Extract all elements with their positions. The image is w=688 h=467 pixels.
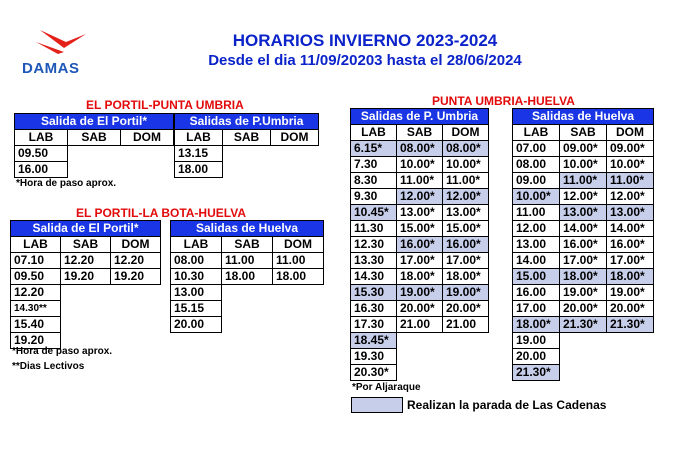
table-cell: 17.00* — [443, 253, 489, 269]
table-cell: 15.30 — [351, 285, 397, 301]
table-cell: 9.30 — [351, 189, 397, 205]
table-cell: 17.30 — [351, 317, 397, 333]
table-cell — [443, 365, 489, 381]
table-cell: 17.00* — [397, 253, 443, 269]
column-header: LAB — [15, 130, 68, 146]
table-cell — [222, 285, 273, 301]
table-row — [513, 253, 654, 269]
column-header: LAB — [11, 237, 61, 253]
table-row — [11, 317, 161, 333]
table-cell: 21.30* — [607, 317, 654, 333]
table-row — [351, 189, 489, 205]
table-row — [351, 205, 489, 221]
table-cell: 18.00* — [443, 269, 489, 285]
table-cell — [273, 317, 324, 333]
table-row — [513, 221, 654, 237]
damas-logo — [20, 22, 106, 82]
table-cell: 21.30* — [513, 365, 560, 381]
table-row — [171, 269, 324, 285]
table-cell: 09.50 — [15, 146, 68, 162]
table-cell: 09.50 — [11, 269, 61, 285]
column-header: DOM — [271, 130, 319, 146]
table-cell: 18.00 — [175, 162, 223, 178]
table-cell: 18.00* — [513, 317, 560, 333]
table-cell — [111, 285, 161, 301]
table-cell — [397, 333, 443, 349]
table-header: Salidas de P. Umbria — [351, 109, 489, 125]
table-cell — [397, 365, 443, 381]
table-cell: 15.00 — [513, 269, 560, 285]
table-row — [11, 301, 161, 317]
table-cell: 17.00 — [513, 301, 560, 317]
table-cell: 13.00 — [513, 237, 560, 253]
table-cell: 09.00 — [513, 173, 560, 189]
table-row — [171, 301, 324, 317]
table-cell: 12.20 — [111, 253, 161, 269]
table-row — [513, 349, 654, 365]
table-cell: 20.30* — [351, 365, 397, 381]
table-cell — [111, 317, 161, 333]
table-cell: 12.20 — [61, 253, 111, 269]
table-umbria-pumbria — [350, 108, 489, 381]
table-cell: 13.30 — [351, 253, 397, 269]
table-cell — [443, 349, 489, 365]
table-cell — [273, 285, 324, 301]
table-cell: 10.45* — [351, 205, 397, 221]
table-header: Salida de El Portil* — [11, 221, 161, 237]
table-umbria-huelva — [512, 108, 654, 381]
table-cell: 08.00* — [443, 141, 489, 157]
table-cell: 21.00 — [443, 317, 489, 333]
table-cell: 21.30* — [560, 317, 607, 333]
table-header: Salida de El Portil* — [15, 114, 174, 130]
legend-text: Realizan la parada de Las Cadenas — [407, 398, 607, 412]
table-cell: 15.00* — [443, 221, 489, 237]
table-cell: 10.00* — [443, 157, 489, 173]
table-cell — [111, 333, 161, 349]
table-row — [11, 285, 161, 301]
table-cell: 12.00* — [397, 189, 443, 205]
page-subtitle: Desde el dia 11/09/20203 hasta el 28/06/2024 — [208, 52, 522, 69]
table-row — [513, 269, 654, 285]
table-cell: 15.15 — [171, 301, 222, 317]
table-cell — [560, 349, 607, 365]
table-cell — [560, 333, 607, 349]
table-row — [513, 189, 654, 205]
table-cell: 07.00 — [513, 141, 560, 157]
table-header: Salidas de Huelva — [513, 109, 654, 125]
table-cell — [121, 146, 174, 162]
table-cell: 12.20 — [11, 285, 61, 301]
table-cell: 18.00 — [273, 269, 324, 285]
table-cell: 13.15 — [175, 146, 223, 162]
table-cell: 11.00 — [273, 253, 324, 269]
table-cell — [222, 317, 273, 333]
note-hora-paso-2: *Hora de paso aprox. — [12, 346, 113, 357]
column-header: LAB — [171, 237, 222, 253]
table-cell — [443, 333, 489, 349]
table-cell — [271, 146, 319, 162]
table-cell: 13.00* — [560, 205, 607, 221]
table-cell: 8.30 — [351, 173, 397, 189]
table-row — [351, 157, 489, 173]
table-row — [513, 333, 654, 349]
table-cell — [560, 365, 607, 381]
table-cell: 12.00* — [607, 189, 654, 205]
table-row — [351, 253, 489, 269]
table-cell: 16.00* — [443, 237, 489, 253]
damas-logo-mark — [20, 22, 106, 62]
table-cell: 14.00* — [560, 221, 607, 237]
table-cell: 18.00* — [607, 269, 654, 285]
table-row — [351, 173, 489, 189]
table-cell: 14.00 — [513, 253, 560, 269]
column-header: SAB — [61, 237, 111, 253]
table-cell: 7.30 — [351, 157, 397, 173]
table-cell: 19.20 — [111, 269, 161, 285]
table-cell: 13.00* — [607, 205, 654, 221]
table-cell — [68, 146, 121, 162]
column-header: SAB — [397, 125, 443, 141]
table-cell: 11.00 — [513, 205, 560, 221]
table-cell: 11.00* — [560, 173, 607, 189]
table-cell: 20.00 — [513, 349, 560, 365]
table-cell: 16.00* — [607, 237, 654, 253]
page-title: HORARIOS INVIERNO 2023-2024 — [232, 31, 498, 50]
table-row — [351, 221, 489, 237]
table-header: Salidas de P.Umbria — [175, 114, 319, 130]
table-cell — [223, 162, 271, 178]
table-cell: 10.00* — [560, 157, 607, 173]
column-header: LAB — [351, 125, 397, 141]
table-row — [171, 285, 324, 301]
table-row — [15, 146, 174, 162]
table-cell: 19.00* — [443, 285, 489, 301]
table-cell: 16.00 — [513, 285, 560, 301]
column-header: SAB — [223, 130, 271, 146]
table-row — [351, 269, 489, 285]
table-row — [513, 365, 654, 381]
table-cell — [607, 365, 654, 381]
table-cell: 15.40 — [11, 317, 61, 333]
table-cell: 10.00* — [397, 157, 443, 173]
table-cell: 12.30 — [351, 237, 397, 253]
table-cell: 17.00* — [560, 253, 607, 269]
section-title-portil-bota-huelva: EL PORTIL-LA BOTA-HUELVA — [76, 206, 246, 220]
table-row — [351, 285, 489, 301]
table-cell — [222, 301, 273, 317]
table-cell — [273, 301, 324, 317]
table-cell: 18.00 — [222, 269, 273, 285]
table-row — [513, 157, 654, 173]
table-cell: 20.00 — [171, 317, 222, 333]
table-cell: 19.30 — [351, 349, 397, 365]
table-bota-portil — [10, 220, 161, 349]
table-cell: 20.00* — [560, 301, 607, 317]
table-row — [513, 237, 654, 253]
table-cell: 14.30 — [351, 269, 397, 285]
table-cell: 6.15* — [351, 141, 397, 157]
table-cell: 20.00* — [443, 301, 489, 317]
table-cell — [223, 146, 271, 162]
table-row — [513, 173, 654, 189]
note-por-aljaraque: *Por Aljaraque — [352, 382, 421, 393]
table-cell — [61, 317, 111, 333]
table-row — [513, 205, 654, 221]
table-cell — [61, 285, 111, 301]
table-cell: 08.00* — [397, 141, 443, 157]
table-row — [175, 146, 319, 162]
table-cell: 16.00* — [560, 237, 607, 253]
table-cell: 21.00 — [397, 317, 443, 333]
table-row — [351, 365, 489, 381]
column-header: DOM — [607, 125, 654, 141]
table-cell: 19.00 — [513, 333, 560, 349]
column-header: DOM — [443, 125, 489, 141]
column-header: SAB — [68, 130, 121, 146]
table-cell: 11.00* — [443, 173, 489, 189]
table-cell: 09.00* — [560, 141, 607, 157]
table-row — [351, 301, 489, 317]
table-cell: 13.00* — [397, 205, 443, 221]
table-cell: 18.00* — [560, 269, 607, 285]
table-portil-umbria-pumbria — [174, 113, 319, 178]
table-cell: 10.30 — [171, 269, 222, 285]
table-row — [513, 285, 654, 301]
column-header: DOM — [121, 130, 174, 146]
table-header: Salidas de Huelva — [171, 221, 324, 237]
legend-swatch — [351, 397, 403, 413]
table-bota-huelva — [170, 220, 324, 333]
note-dias-lectivos: **Dias Lectivos — [12, 361, 85, 372]
table-cell: 16.00 — [15, 162, 68, 178]
column-header: SAB — [560, 125, 607, 141]
table-cell: 16.30 — [351, 301, 397, 317]
table-cell — [607, 349, 654, 365]
table-cell — [607, 333, 654, 349]
table-row — [351, 317, 489, 333]
table-cell: 08.00 — [171, 253, 222, 269]
table-cell: 20.00* — [397, 301, 443, 317]
table-row — [351, 349, 489, 365]
table-row — [513, 301, 654, 317]
table-cell: 17.00* — [607, 253, 654, 269]
table-cell — [68, 162, 121, 178]
table-cell: 11.00* — [397, 173, 443, 189]
table-cell: 13.00* — [443, 205, 489, 221]
table-cell: 10.00* — [607, 157, 654, 173]
table-cell: 14.00* — [607, 221, 654, 237]
table-cell: 12.00* — [443, 189, 489, 205]
table-cell: 19.20 — [11, 333, 61, 349]
table-row — [351, 141, 489, 157]
table-cell: 16.00* — [397, 237, 443, 253]
table-cell: 19.00* — [560, 285, 607, 301]
table-row — [11, 253, 161, 269]
table-row — [15, 162, 174, 178]
table-cell: 09.00* — [607, 141, 654, 157]
column-header: DOM — [273, 237, 324, 253]
section-title-umbria-huelva: PUNTA UMBRIA-HUELVA — [432, 94, 575, 108]
column-header: LAB — [175, 130, 223, 146]
table-cell: 20.00* — [607, 301, 654, 317]
table-row — [171, 253, 324, 269]
table-cell: 14.30** — [11, 301, 61, 317]
table-row — [513, 141, 654, 157]
section-title-portil-umbria: EL PORTIL-PUNTA UMBRIA — [86, 98, 244, 112]
table-cell: 12.00* — [560, 189, 607, 205]
table-cell: 19.20 — [61, 269, 111, 285]
table-cell: 12.00 — [513, 221, 560, 237]
table-cell: 11.30 — [351, 221, 397, 237]
table-cell — [111, 301, 161, 317]
column-header: SAB — [222, 237, 273, 253]
table-row — [11, 269, 161, 285]
logo-text: DAMAS — [22, 60, 80, 77]
table-cell: 13.00 — [171, 285, 222, 301]
table-cell — [61, 301, 111, 317]
column-header: LAB — [513, 125, 560, 141]
table-row — [351, 237, 489, 253]
table-cell: 19.00* — [397, 285, 443, 301]
table-cell: 18.45* — [351, 333, 397, 349]
table-cell — [271, 162, 319, 178]
table-cell: 11.00* — [607, 173, 654, 189]
table-portil-umbria-portil — [14, 113, 174, 178]
column-header: DOM — [111, 237, 161, 253]
table-row — [351, 333, 489, 349]
table-cell: 07.10 — [11, 253, 61, 269]
table-row — [513, 317, 654, 333]
table-cell: 19.00* — [607, 285, 654, 301]
table-cell — [121, 162, 174, 178]
table-cell: 11.00 — [222, 253, 273, 269]
table-cell: 08.00 — [513, 157, 560, 173]
note-hora-paso-1: *Hora de paso aprox. — [16, 178, 117, 189]
table-cell: 18.00* — [397, 269, 443, 285]
table-cell: 10.00* — [513, 189, 560, 205]
table-cell — [397, 349, 443, 365]
table-cell: 15.00* — [397, 221, 443, 237]
table-row — [175, 162, 319, 178]
table-row — [171, 317, 324, 333]
